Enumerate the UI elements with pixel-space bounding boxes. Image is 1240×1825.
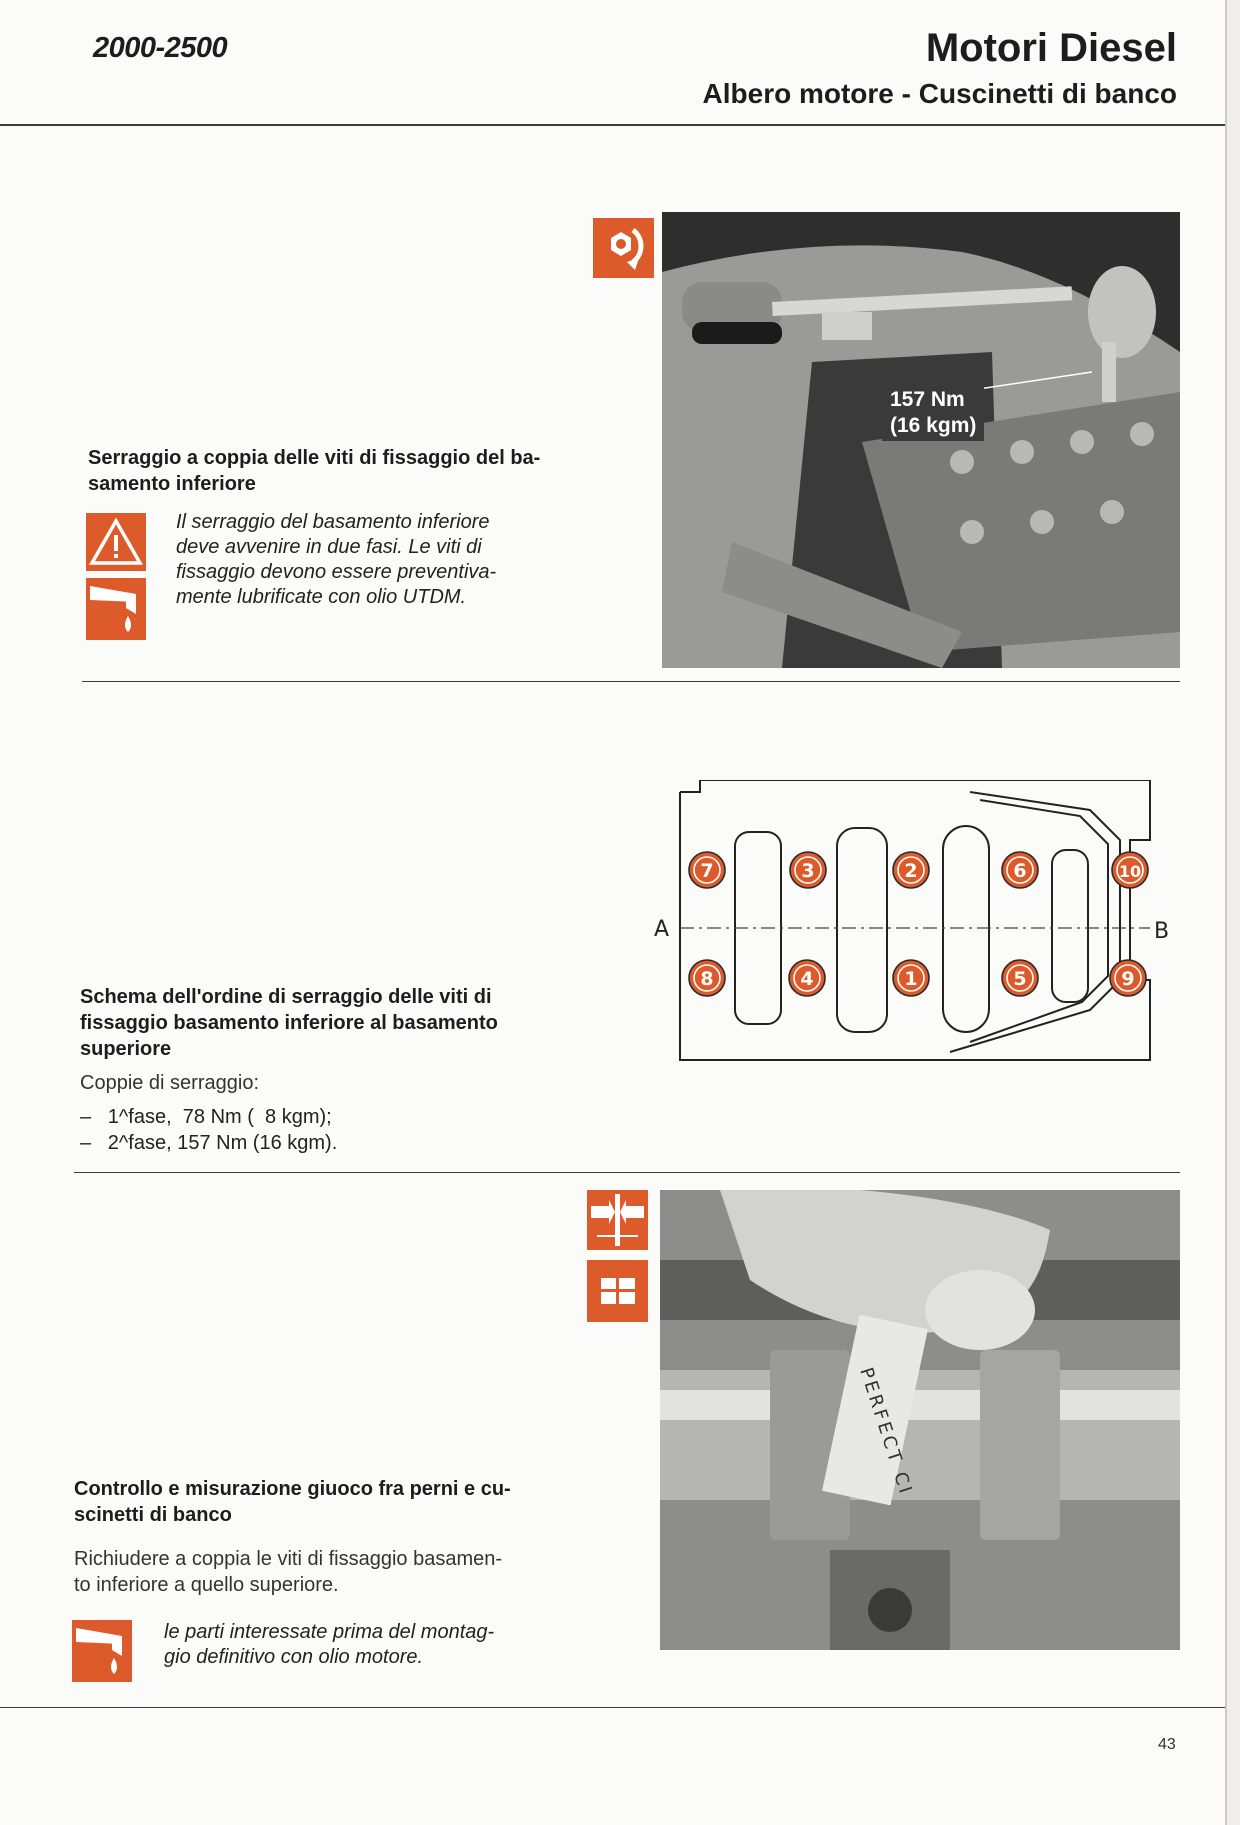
bolt-2 [893,852,929,888]
bolt-number: 1 [904,968,918,990]
bolt-number: 5 [1013,968,1027,990]
torque-label [882,385,984,441]
bolt-number: 7 [700,860,714,882]
note-line: le parti interessate prima del montag- [164,1621,495,1643]
bolt-1 [893,960,929,996]
bolt-number: 2 [904,860,918,882]
note-line: mente lubrificate con olio UTDM. [176,586,467,608]
bolt-7 [689,852,725,888]
section3-heading-line: Controllo e misurazione giuoco fra perni e cu- [74,1478,511,1500]
bolt-10 [1112,852,1148,888]
section2-rule [74,1172,1180,1173]
bolt-number: 4 [800,968,814,990]
axis-label-b: B [1154,919,1170,944]
bolt-6 [1002,852,1038,888]
bolt-8 [689,960,725,996]
oil-can-icon [72,1620,132,1682]
note-line: gio definitivo con olio motore. [164,1646,424,1668]
section3-heading-line: scinetti di banco [74,1504,232,1526]
section1-rule [82,681,1180,682]
torque-item-phase2: – 2^fase, 157 Nm (16 kgm). [80,1132,338,1154]
section2-heading-line: superiore [80,1038,172,1060]
warning-triangle-icon [86,513,146,571]
section3-body [74,1546,564,1598]
section1-note [176,510,566,610]
section2-heading-line: Schema dell'ordine di serraggio delle viti di [80,986,492,1008]
oil-can-icon [86,578,146,640]
bolt-3 [790,852,826,888]
header-rule [0,124,1225,126]
axis-label-a: A [654,917,670,942]
bolt-9 [1110,960,1146,996]
section2-heading [80,984,562,1062]
bolt-number: 6 [1013,860,1027,882]
grid-icon [587,1260,648,1322]
torque-wrench-icon [593,218,654,278]
page-subtitle: Albero motore - Cuscinetti di banco [702,78,1177,109]
section2-heading-line: fissaggio basamento inferiore al basamento [80,1012,498,1034]
bolt-number: 9 [1121,968,1135,990]
note-line: deve avvenire in due fasi. Le viti di [176,536,482,558]
measure-gap-icon [587,1190,648,1250]
torque-label-kgm: (16 kgm) [890,414,977,437]
torque-list [80,1104,337,1156]
bolt-5 [1002,960,1038,996]
page-number: 43 [1158,1736,1176,1753]
plastigage-photo [660,1190,1180,1650]
note-line: fissaggio devono essere preventiva- [176,561,497,583]
section1-heading [88,445,568,497]
note-line: Il serraggio del basamento inferiore [176,511,490,533]
page-title: Motori Diesel [925,26,1177,70]
tightening-order-diagram [650,780,1190,1070]
torque-label-nm: 157 Nm [890,388,965,411]
footer-rule [0,1707,1225,1708]
bolt-number: 10 [1118,862,1142,881]
torque-title: Coppie di serraggio: [80,1072,259,1094]
plastigage-label: PERFECT CI [855,1365,917,1499]
section1-heading-line: samento inferiore [88,473,256,495]
bolt-4 [789,960,825,996]
bolt-number: 3 [801,860,815,882]
section3-body-line: Richiudere a coppia le viti di fissaggio basamen- [74,1548,503,1570]
torque-item-phase1: – 1^fase, 78 Nm ( 8 kgm); [80,1106,332,1128]
section3-note [164,1620,564,1670]
section3-heading [74,1476,562,1528]
bolt-number: 8 [700,968,714,990]
section1-heading-line: Serraggio a coppia delle viti di fissaggio del ba- [88,447,541,469]
model-range: 2000-2500 [93,32,228,64]
section3-body-line: to inferiore a quello superiore. [74,1574,339,1596]
